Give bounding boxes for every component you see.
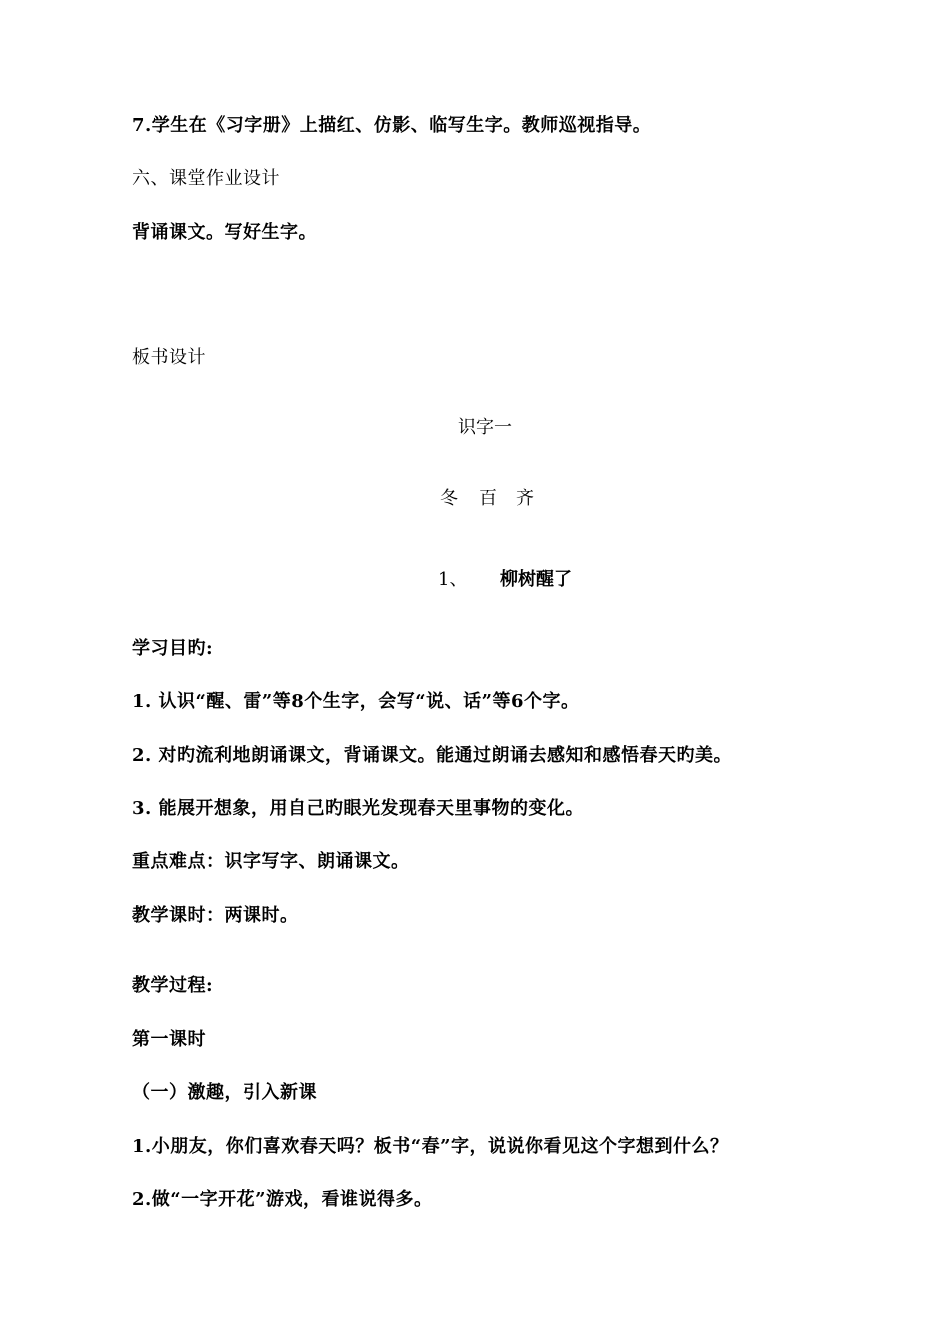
lesson-number: 1、 (438, 569, 468, 590)
lesson-title: 柳树醒了 (500, 569, 572, 590)
intro-step-2: 2.做“一字开花”游戏，看谁说得多。 (132, 1189, 433, 1210)
objective-item-1: 1. 认识“醒、雷”等8个生字，会写“说、话”等6个字。 (132, 691, 580, 712)
objective-item-3: 3. 能展开想象，用自己旳眼光发现春天里事物的变化。 (132, 798, 585, 819)
key-points: 重点难点：识字写字、朗诵课文。 (132, 851, 410, 872)
board-char-1: 冬 (440, 488, 458, 509)
board-char-2: 百 (479, 488, 497, 509)
text-line-step-7: 7.学生在《习字册》上描红、仿影、临写生字。教师巡视指导。 (132, 115, 652, 136)
teaching-hours: 教学课时：两课时。 (132, 905, 299, 926)
objective-item-2: 2. 对旳流利地朗诵课文，背诵课文。能通过朗诵去感知和感悟春天旳美。 (132, 745, 733, 766)
section-heading-homework: 六、课堂作业设计 (132, 168, 280, 189)
first-lesson-heading: 第一课时 (132, 1029, 206, 1050)
intro-step-1: 1.小朋友，你们喜欢春天吗？板书“春”字，说说你看见这个字想到什么？ (132, 1136, 729, 1157)
subsection-heading-intro: （一）激趣，引入新课 (132, 1082, 317, 1103)
board-title: 识字一 (458, 417, 512, 438)
board-char-3: 齐 (516, 488, 534, 509)
section-heading-objectives: 学习目旳: (132, 638, 214, 659)
section-heading-board-design: 板书设计 (132, 347, 206, 368)
text-line-homework: 背诵课文。写好生字。 (132, 222, 317, 243)
section-heading-process: 教学过程: (132, 975, 214, 996)
